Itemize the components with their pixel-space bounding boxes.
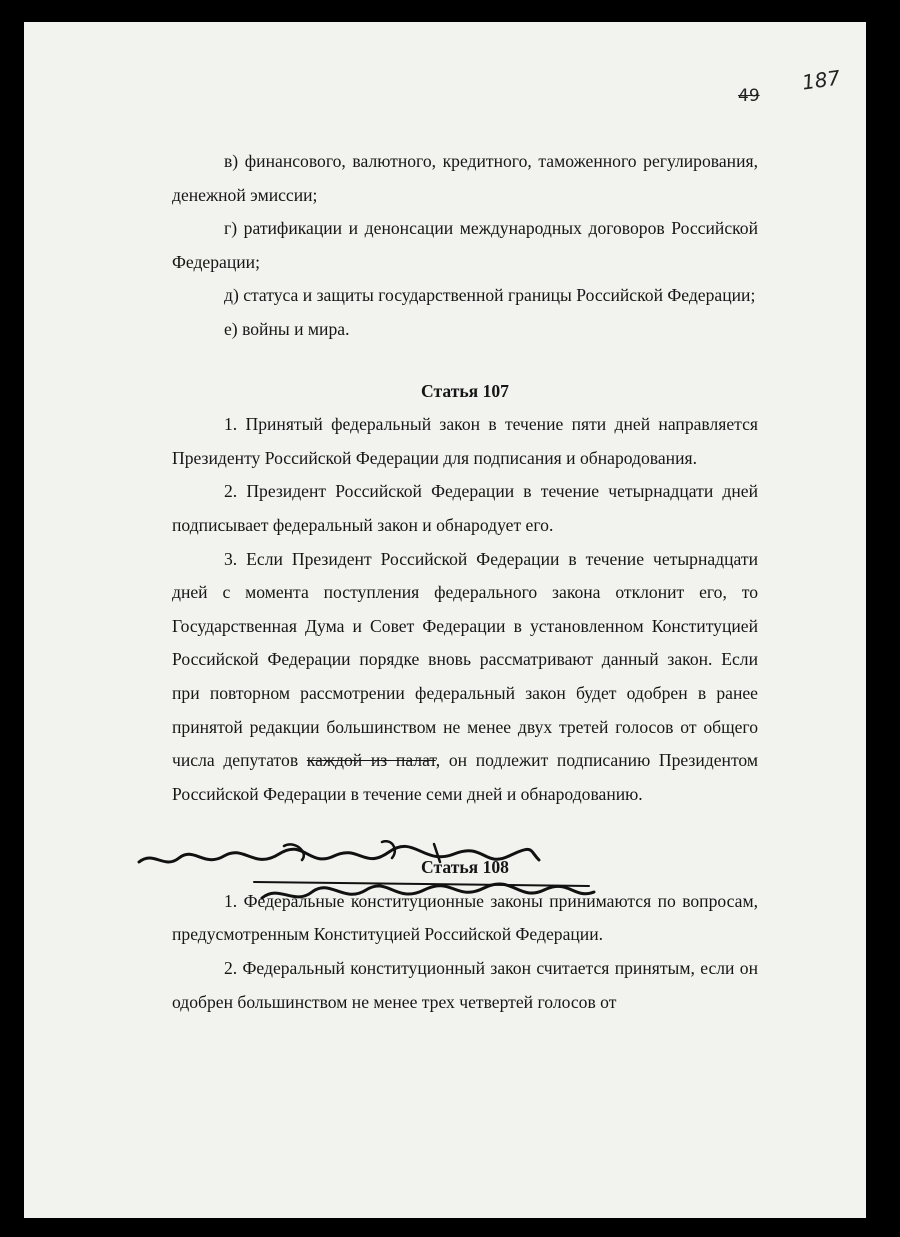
item-g: г) ратификации и денонсации международных договоров Российской Федерации; [172, 218, 758, 272]
article-108-paragraph-1: 1. Федеральные конституционные законы принимаются по вопросам, предусмотренным Конституцией Российской Федерации. [172, 890, 758, 945]
article-107-paragraph-1: 1. Принятый федеральный закон в течение пяти дней направляется Президенту Российской Федерации для подписания и обнародования. [172, 414, 758, 468]
article-107-paragraph-2: 2. Президент Российской Федерации в течение четырнадцати дней подписывает федеральный закон и обнародует его. [172, 481, 758, 535]
heading-article-108: Статья 108 [421, 857, 509, 878]
document-body [172, 145, 758, 1019]
item-d: д) статуса и защиты государственной границы Российской Федерации; [224, 285, 756, 306]
heading-article-107: Статья 107 [421, 380, 509, 401]
document-page [24, 22, 866, 1218]
struck-out-text: каждой из палат [306, 750, 436, 771]
new-page-number: 187 [800, 65, 842, 95]
article-108-paragraph-2: 2. Федеральный конституционный закон считается принятым, если он одобрен большинством не менее трех четвертей голосов от [172, 958, 758, 1012]
article-107-paragraph-3 [172, 543, 758, 812]
old-page-number: 49 [738, 86, 760, 106]
item-e: е) войны и мира. [224, 318, 350, 339]
item-v: в) финансового, валютного, кредитного, таможенного регулирования, денежной эмиссии; [172, 151, 758, 205]
article-107-paragraph-3-end: , он подлежит подписанию Президентом Российской Федерации в течение семи дней и обнародованию. [172, 750, 759, 804]
article-107-paragraph-3-start: 3. Если Президент Российской Федерации в течение четырнадцати дней с момента поступления федерального закона отклонит его, то Государственная Дума и Совет Федерации в установленном Конституцией Российской Федерации порядке вновь рассматривают данный закон. Если при повторном рассмотрении федеральный закон будет одобрен в ранее принятой редакции большинством не менее двух третей голосов от общего числа депутатов [172, 548, 758, 771]
